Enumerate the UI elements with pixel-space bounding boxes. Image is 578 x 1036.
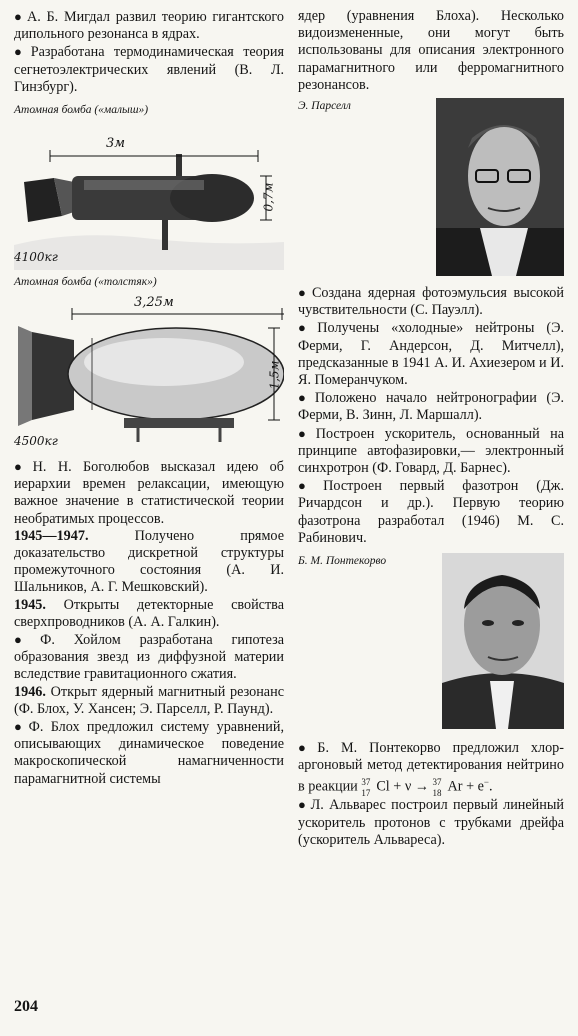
entry-text: Получено прямое доказательство дискретной структуры промежуточного состояния (А. И. Шальников, А. Г. Мешковский). <box>14 527 284 596</box>
bullet-icon: ● <box>14 459 30 475</box>
entry-paragraph <box>14 631 284 684</box>
entry-paragraph <box>298 796 564 849</box>
bomb-small-diameter: 0,7м <box>261 182 276 212</box>
page-number: 204 <box>14 998 38 1015</box>
bullet-icon: ● <box>14 719 26 735</box>
bullet-icon: ● <box>14 632 38 648</box>
entry-text: Разработана термодинамическая теория сегнетоэлектрических явлений (В. Л. Гинзбург). <box>14 44 284 95</box>
entry-paragraph <box>298 8 564 94</box>
bomb-small-caption: Атомная бомба («малыш») <box>14 104 149 117</box>
entry-paragraph <box>14 528 284 597</box>
bomb-fat-illustration <box>14 292 284 452</box>
bullet-icon: ● <box>298 390 312 406</box>
entry-text: ядер (уравнения Блоха). Несколько видоизмененные, они могут быть использованы для описания электронного парамагнитного или ферромагнитного резонансов. <box>298 8 564 93</box>
right-column <box>298 8 564 849</box>
entry-text: А. Б. Мигдал развил теорию гигантского дипольного резонанса в ядрах. <box>14 9 284 43</box>
bomb-fat-length: 3,25м <box>134 295 174 311</box>
entry-year: 1946. <box>14 683 46 700</box>
photo1-caption: Э. Парселл <box>298 100 351 113</box>
entry-year: 1945. <box>14 596 46 613</box>
entry-text: Построен первый фазотрон (Дж. Ричардсон и др.). Первую теорию фазотрона разработал (1946) М. С. Рабинович. <box>298 478 564 546</box>
entry-text: Создана ядерная фотоэмульсия высокой чувствительности (С. Пауэлл). <box>298 285 564 319</box>
entry-text: Ф. Хойлом разработана гипотеза образования звезд из диффузной материи вследствие гравитационного сжатия. <box>14 632 284 683</box>
entry-paragraph <box>14 597 284 631</box>
left-column <box>14 8 284 788</box>
entry-paragraph <box>298 425 564 478</box>
entry-text: Построен ускоритель, основанный на принципе автофазировки,— электронный синхротрон (Ф. Говард, Д. Барнес). <box>298 425 564 477</box>
entry-text: Н. Н. Боголюбов высказал идею об иерархии времен релаксации, имеющую важное значение в статистической теории необратимых процессов. <box>14 459 284 527</box>
pontecorvo-entry: ● Б. М. Понтекорво предложил хлор-аргоновый метод детектирования нейтрино в реакции 37 17 Cl + ν → 37 18 Ar + e−. <box>298 740 564 799</box>
entry-paragraph <box>298 477 564 547</box>
left-top-entries <box>14 8 284 96</box>
bullet-icon: ● <box>14 44 28 60</box>
entry-paragraph <box>14 8 284 43</box>
entry-paragraph <box>14 458 284 528</box>
left-bottom-entries <box>14 458 284 788</box>
bullet-icon: ● <box>298 425 313 441</box>
entry-text: Открыт ядерный магнитный резонанс (Ф. Блох, У. Хансен; Э. Парселл, Р. Паунд). <box>14 683 284 717</box>
bomb-fat-diameter: 1,5м <box>267 360 282 390</box>
entry-paragraph <box>14 718 284 788</box>
entry-text: Ф. Блох предложил систему уравнений, описывающих динамическое поведение макроскопической намагниченности парамагнитной системы <box>14 719 284 787</box>
bullet-icon: ● <box>14 9 25 24</box>
right-top-entries <box>298 8 564 94</box>
bomb-small-illustration <box>14 120 284 270</box>
bomb-fat-caption: Атомная бомба («толстяк») <box>14 276 157 289</box>
entry-text: Положено начало нейтронографии (Э. Ферми, В. Зинн, Л. Маршалл). <box>298 390 565 424</box>
entry-paragraph <box>298 319 564 389</box>
entry-text: Открыты детекторные свойства сверхпроводников (А. А. Галкин). <box>14 596 284 630</box>
entry-text: Л. Альварес построил первый линейный ускоритель протонов с трубками дрейфа (ускоритель Альвареса). <box>298 797 564 848</box>
pontecorvo-photo <box>442 553 564 729</box>
bomb-small-length: 3м <box>106 136 126 152</box>
bullet-icon: ● <box>298 320 315 336</box>
bullet-icon: ● <box>298 285 309 301</box>
entry-paragraph <box>14 684 284 718</box>
entry-text: Получены «холодные» нейтроны (Э. Ферми, Г. Андерсон, Д. Митчелл), предсказанные в 1941 А. И. Ахиезером и И. Я. Померанчуком. <box>298 320 564 389</box>
entry-paragraph <box>298 389 564 424</box>
right-mid-entries <box>298 284 564 547</box>
bomb-small-weight: 4100кг <box>14 250 58 265</box>
bomb-fat-weight: 4500кг <box>14 434 58 449</box>
entry-paragraph <box>14 43 284 96</box>
purcell-photo <box>436 98 564 276</box>
entry-year: 1945—1947. <box>14 527 89 544</box>
right-end-entries <box>298 796 564 849</box>
bullet-icon: ● <box>298 478 321 494</box>
bullet-icon: ● <box>298 797 308 813</box>
photo2-caption: Б. М. Понтекорво <box>298 555 387 568</box>
entry-paragraph <box>298 284 564 319</box>
